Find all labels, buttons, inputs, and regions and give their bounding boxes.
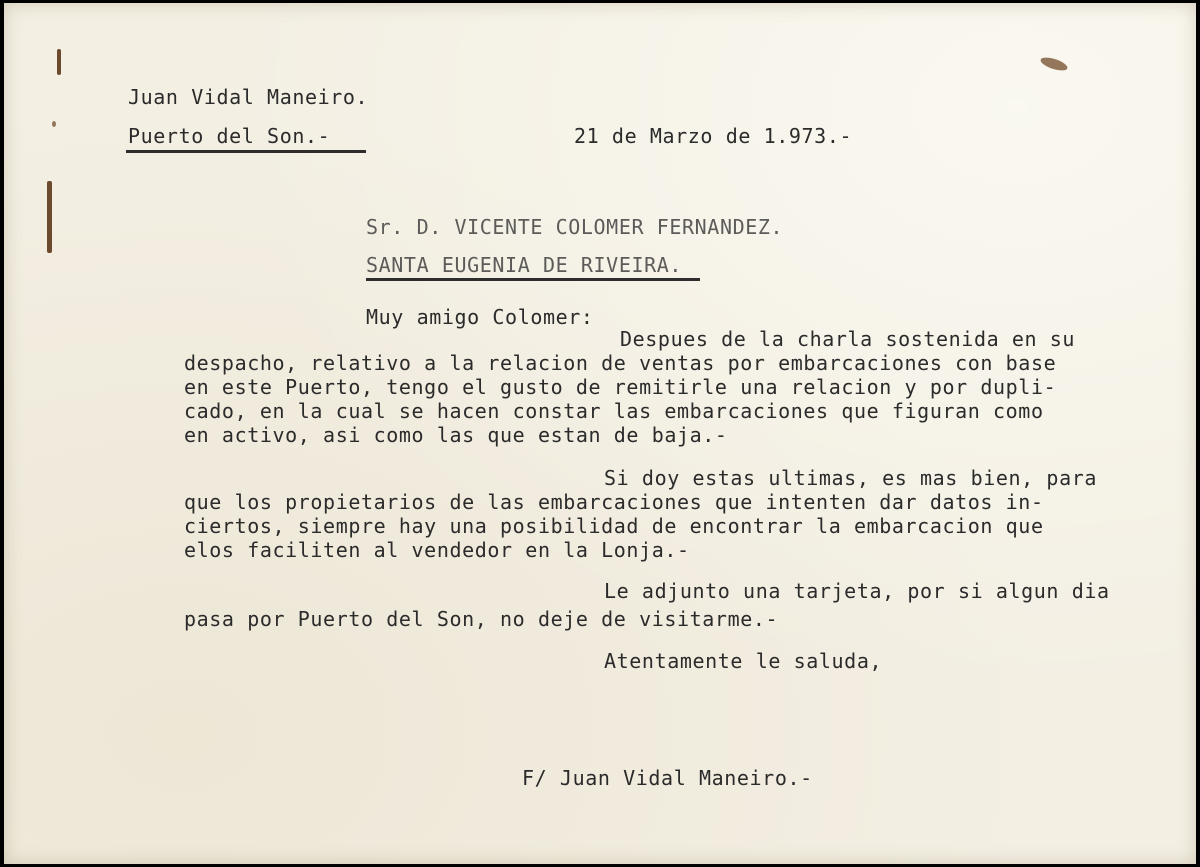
- letter-page: [4, 3, 1196, 864]
- recipient-place-underline: [366, 278, 700, 281]
- paragraph-1-line-1: despacho, relativo a la relacion de ventas por embarcaciones con base: [184, 351, 1057, 375]
- sender-name: Juan Vidal Maneiro.: [128, 85, 369, 109]
- recipient-place: SANTA EUGENIA DE RIVEIRA.: [366, 253, 683, 277]
- signature: F/ Juan Vidal Maneiro.-: [522, 766, 813, 790]
- rust-spot-top: [52, 121, 56, 127]
- paragraph-2-line-1: que los propietarios de las embarcaciones que intenten dar datos in-: [184, 490, 1044, 514]
- paragraph-2-first-line: Si doy estas ultimas, es mas bien, para: [604, 466, 1097, 490]
- paragraph-1-line-2: en este Puerto, tengo el gusto de remitirle una relacion y por dupli-: [184, 375, 1057, 399]
- salutation: Muy amigo Colomer:: [366, 305, 594, 329]
- paragraph-3-first-line: Le adjunto una tarjeta, por si algun dia: [604, 579, 1110, 603]
- staple-mark-top: [57, 49, 61, 75]
- paragraph-2-line-3: elos faciliten al vendedor en la Lonja.-: [184, 538, 690, 562]
- letter-date: 21 de Marzo de 1.973.-: [574, 124, 853, 148]
- rust-spot-right: [1039, 55, 1069, 73]
- paragraph-1-first-line: Despues de la charla sostenida en su: [620, 327, 1076, 351]
- sender-place: Puerto del Son.-: [128, 124, 331, 148]
- paragraph-3-line-1: pasa por Puerto del Son, no deje de visitarme.-: [184, 607, 779, 631]
- sender-place-underline: [126, 150, 366, 153]
- paragraph-1-line-4: en activo, asi como las que estan de baja.-: [184, 423, 728, 447]
- staple-mark-bottom: [47, 181, 52, 253]
- closing: Atentamente le saluda,: [604, 649, 883, 673]
- paragraph-2-line-2: ciertos, siempre hay una posibilidad de encontrar la embarcacion que: [184, 514, 1044, 538]
- recipient-name: Sr. D. VICENTE COLOMER FERNANDEZ.: [366, 215, 784, 239]
- paragraph-1-line-3: cado, en la cual se hacen constar las embarcaciones que figuran como: [184, 399, 1044, 423]
